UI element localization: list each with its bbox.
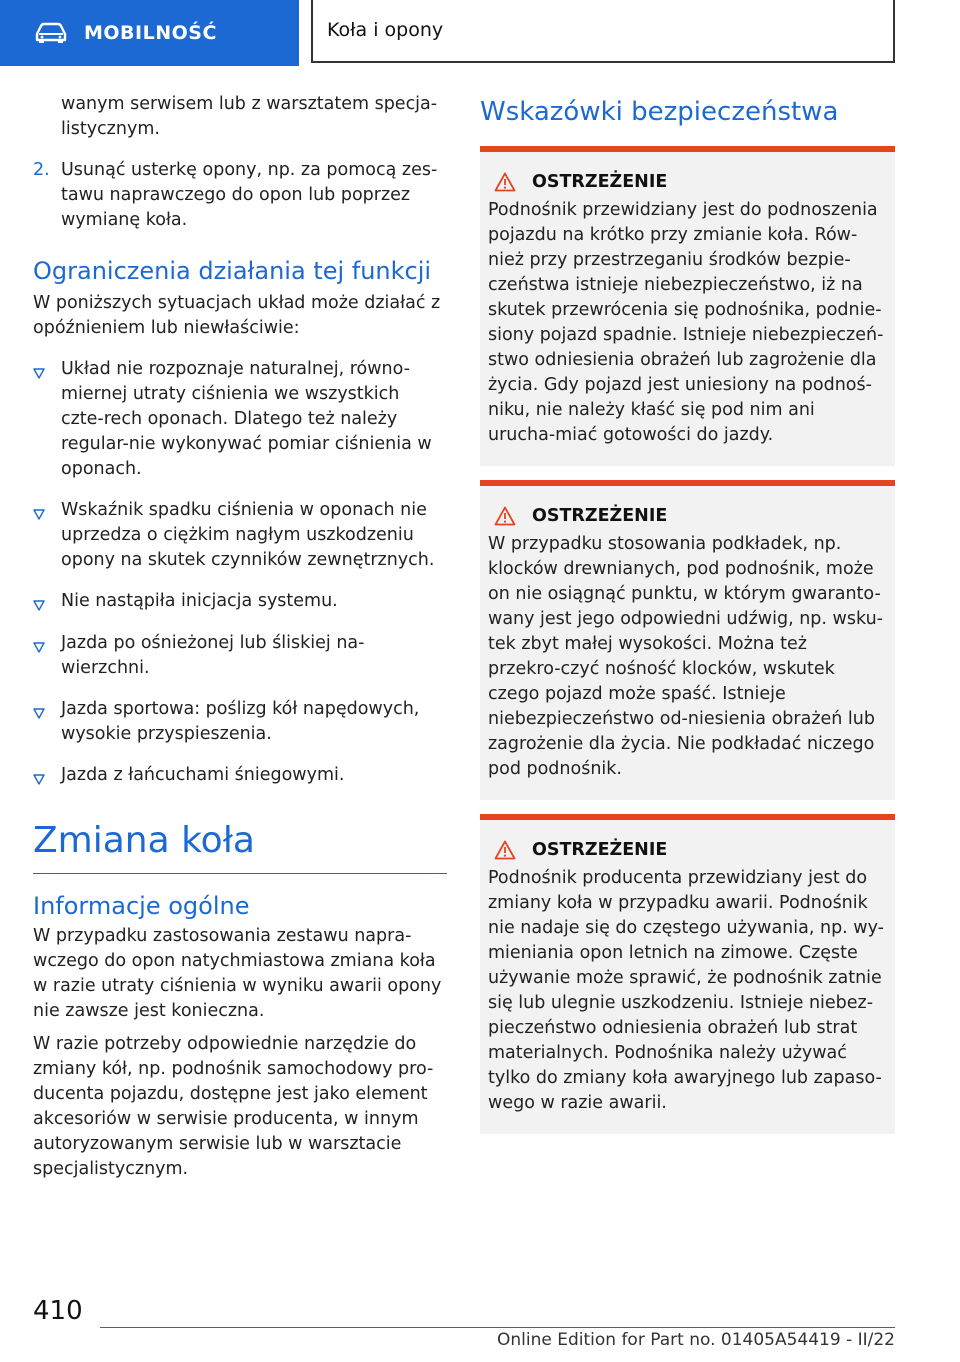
page-number: 410 — [33, 1296, 83, 1326]
warning-triangle-icon — [494, 840, 516, 860]
warning-text: W przypadku stosowania podkładek, np. klocków drewnianych, pod podnośnik, może on nie osiągnąć punktu, w którym gwaranto-wany jest jego odpowiedni udźwig, np. wsku-tek zbyt małej wysokości. Można też przekro-czyć nośność klocków, wskutek czego pojazd może spaść. Istnieje niebezpieczeństwo od-niesienia obrażeń lub zagrożenie dla życia. Nie podkładać niczego pod podnośnik. — [488, 534, 883, 779]
triangle-bullet-icon — [33, 708, 45, 719]
warning-title: OSTRZEŻENIE — [532, 840, 668, 860]
change-heading: Zmiana koła — [33, 820, 255, 861]
warning-box — [480, 814, 895, 1134]
list-item — [33, 763, 447, 789]
step-number: 2. — [33, 160, 50, 180]
list-item-text: Jazda sportowa: poślizg kół napędowych, wysokie przyspieszenia. — [61, 699, 420, 744]
general-paragraph-1: W przypadku zastosowania zestawu napra-wczego do opon natychmiastowa zmiana koła w razie utraty ciśnienia w wyniku awarii opony nie zawsze jest konieczna. — [33, 926, 442, 1021]
triangle-bullet-icon — [33, 368, 45, 379]
heading-rule — [33, 873, 447, 874]
limits-intro: W poniższych sytuacjach układ może działać z opóźnieniem lub niewłaściwie: — [33, 293, 441, 338]
section-label: MOBILNOŚĆ — [84, 22, 217, 44]
list-item-text: Jazda z łańcuchami śniegowymi. — [61, 765, 345, 785]
triangle-bullet-icon — [33, 774, 45, 785]
warning-box — [480, 480, 895, 800]
warning-triangle-icon — [494, 506, 516, 526]
limits-list — [33, 357, 447, 789]
car-icon — [34, 22, 68, 44]
list-item — [33, 357, 447, 482]
step-text: Usunąć usterkę opony, np. za pomocą zes-tawu naprawczego do opon lub poprzez wymianę koła. — [61, 160, 438, 230]
triangle-bullet-icon — [33, 642, 45, 653]
warning-triangle-icon — [494, 172, 516, 192]
list-item — [33, 589, 447, 615]
warning-text: Podnośnik przewidziany jest do podnoszenia pojazdu na krótko przy zmianie koła. Rów-nież przy przestrzeganiu środków bezpie-czeństwa istnieje niebezpieczeństwo, iż na skutek przewrócenia się podnośnika, podnie-siony pojazd spadnie. Istnieje niebezpieczeń-stwo odniesienia obrażeń lub zagrożenie dla życia. Gdy pojazd jest uniesiony na podnoś-niku, nie należy kłaść się pod nim ani urucha-miać gotowości do jazdy. — [488, 200, 884, 445]
list-item — [33, 498, 447, 573]
safety-heading: Wskazówki bezpieczeństwa — [480, 97, 839, 127]
list-item — [33, 697, 447, 747]
warning-title: OSTRZEŻENIE — [532, 172, 668, 192]
intro-continuation: wanym serwisem lub z warsztatem specja-listycznym. — [61, 94, 438, 139]
list-item-text: Układ nie rozpoznaje naturalnej, równo-miernej utraty ciśnienia we wszystkich czte-rech oponach. Dlatego też należy regular-nie wykonywać pomiar ciśnienia w oponach. — [61, 359, 432, 479]
triangle-bullet-icon — [33, 509, 45, 520]
list-item-text: Wskaźnik spadku ciśnienia w oponach nie uprzedza o ciężkim nagłym uszkodzeniu opony na skutek czynników zewnętrznych. — [61, 500, 435, 570]
footer-rule — [100, 1327, 895, 1328]
list-item — [33, 631, 447, 681]
list-item-text: Nie nastąpiła inicjacja systemu. — [61, 591, 338, 611]
warning-box — [480, 146, 895, 466]
section-tab[interactable] — [0, 0, 299, 66]
chapter-header — [311, 0, 895, 63]
footer-edition: Online Edition for Part no. 01405A54419 - II/22 — [496, 1330, 895, 1350]
warning-title: OSTRZEŻENIE — [532, 506, 668, 526]
general-heading: Informacje ogólne — [33, 892, 250, 920]
list-item-text: Jazda po ośnieżonej lub śliskiej na-wierzchni. — [61, 633, 365, 678]
general-paragraph-2: W razie potrzeby odpowiednie narzędzie do zmiany kół, np. podnośnik samochodowy pro-ducenta pojazdu, dostępne jest jako element akcesoriów w serwisie producenta, w innym autoryzowanym serwisie lub w warsztacie specjalistycznym. — [33, 1034, 434, 1179]
triangle-bullet-icon — [33, 600, 45, 611]
chapter-title: Koła i opony — [327, 18, 444, 41]
warning-text: Podnośnik producenta przewidziany jest do zmiany koła w przypadku awarii. Podnośnik nie nadaje się do częstego używania, np. wy-mieniania opon letnich na zimowe. Częste używanie może sprawić, że podnośnik zatnie się lub ulegnie uszkodzeniu. Istnieje niebez-pieczeństwo odniesienia obrażeń lub strat materialnych. Podnośnika należy używać tylko do zmiany koła awaryjnego lub zapaso-wego w razie awarii. — [488, 868, 884, 1113]
left-column — [33, 92, 447, 1182]
limits-heading: Ograniczenia działania tej funkcji — [33, 257, 432, 285]
right-column — [480, 92, 895, 1134]
step-2 — [33, 158, 447, 233]
